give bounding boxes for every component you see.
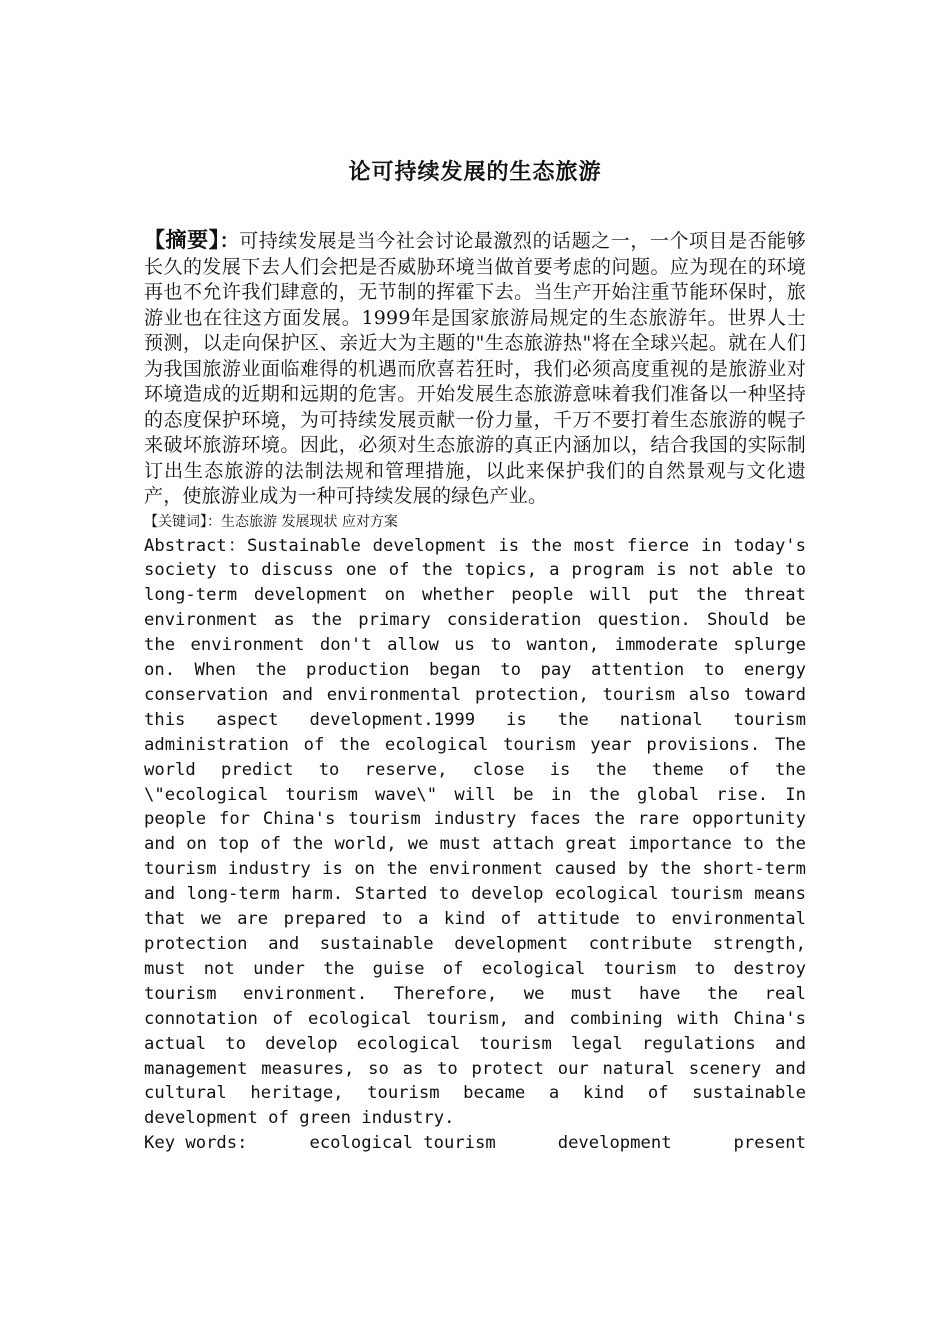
abstract-label-colon: ： — [219, 230, 240, 252]
abstract-cn-text: 可持续发展是当今社会讨论最激烈的话题之一，一个项目是否能够长久的发展下去人们会把是否威胁环境当做首要考虑的问题。应为现在的环境再也不允许我们肆意的，无节制的挥霍下去。当生产开始注重节能环保时，旅游业也在往这方面发展。1999年是国家旅游局规定的生态旅游年。世界人士预测，以走向保护区、亲近大为主题的"生态旅游热"将在全球兴起。就在人们为我国旅游业面临难得的机遇而欣喜若狂时，我们必须高度重视的是旅游业对环境造成的近期和远期的危害。开始发展生态旅游意味着我们准备以一种坚持的态度保护环境，为可持续发展贡献一份力量，千万不要打着生态旅游的幌子来破坏旅游环境。因此，必须对生态旅游的真正内涵加以，结合我国的实际制订出生态旅游的法制法规和管理措施，以此来保护我们的自然景观与文化遗产，使旅游业成为一种可持续发展的绿色产业。 — [144, 230, 806, 507]
keyword-item: ecological tourism — [309, 1133, 496, 1154]
chinese-abstract — [144, 228, 806, 510]
abstract-label: 【摘要】 — [144, 228, 220, 252]
english-abstract: Abstract：Sustainable development is the most fierce in today's society to discuss one of the topics, a program is not able to long-term development on whether people will put the threat environment as the primary consideration question. Should be the environment don't allow us to wanton, immoderate splurge on. When the production began to pay attention to energy conservation and environmental protection, tourism also toward this aspect development.1999 is the national tourism administration of the ecological tourism year provisions. The world predict to reserve, close is the theme of the \"ecological tourism wave\" will be in the global rise. In people for China's tourism industry faces the rare opportunity and on top of the world, we must attach great importance to the tourism industry is on the environment caused by the short-term and long-term harm. Started to develop ecological tourism means that we are prepared to a kind of attitude to environmental protection and sustainable development contribute strength, must not under the guise of ecological tourism to destroy tourism environment. Therefore, we must have the real connotation of ecological tourism, and combining with China's actual to develop ecological tourism legal regulations and management measures, so as to protect our natural scenery and cultural heritage, tourism became a kind of sustainable development of green industry. — [144, 535, 806, 1129]
keywords-en-label: Key words: — [144, 1133, 248, 1154]
document-title: 论可持续发展的生态旅游 — [348, 160, 602, 185]
document-body — [144, 150, 806, 1156]
english-keywords — [144, 1131, 806, 1156]
keyword-item: present — [733, 1133, 806, 1154]
chinese-keywords: 【关键词】：生态旅游 发展现状 应对方案 — [144, 513, 398, 530]
keyword-item: development — [557, 1133, 672, 1154]
